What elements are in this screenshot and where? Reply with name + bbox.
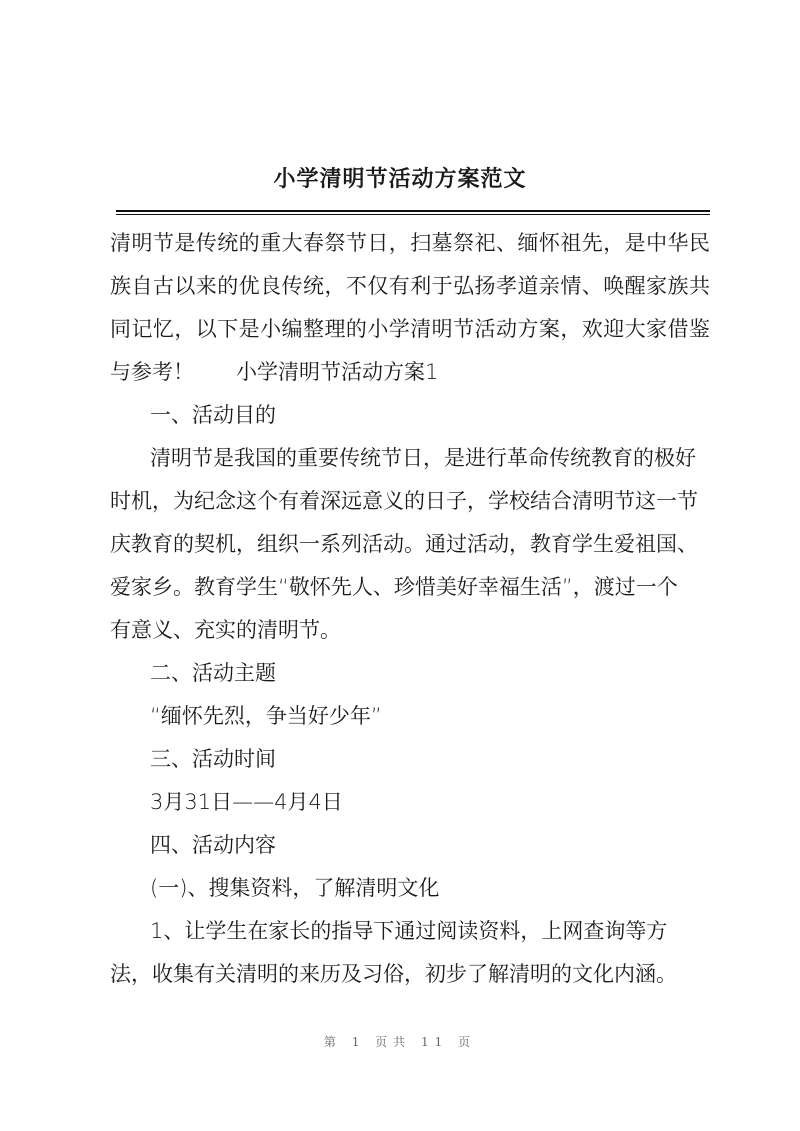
title-rule-thick (116, 210, 710, 212)
intro-line-1: 清明节是传统的重大春祭节日，扫墓祭祀、缅怀祖先，是中华民 (110, 231, 710, 255)
section4-heading: 四、活动内容 (150, 833, 276, 857)
intro-line-4 (110, 351, 710, 394)
section4-item1-line-2: 法，收集有关清明的来历及习俗，初步了解清明的文化内涵。 (110, 962, 677, 986)
section1-line-1: 清明节是我国的重要传统节日，是进行革命传统教育的极好 (150, 446, 696, 470)
section3-time: 3月31日——4月4日 (150, 790, 343, 814)
section1-heading: 一、活动目的 (150, 403, 276, 427)
document-body (110, 222, 710, 996)
section1-line-5: 有意义、充实的清明节。 (110, 618, 341, 642)
section4-subheading-1: (一)、搜集资料，了解清明文化 (150, 876, 440, 900)
intro-line-3: 同记忆，以下是小编整理的小学清明节活动方案，欢迎大家借鉴 (110, 317, 710, 341)
section2-heading: 二、活动主题 (150, 661, 276, 685)
section1-line-4: 爱家乡。教育学生“敬怀先人、珍惜美好幸福生活”，渡过一个 (110, 575, 678, 599)
section3-heading: 三、活动时间 (150, 747, 276, 771)
plan-heading: 小学清明节活动方案1 (236, 360, 439, 384)
title-rule-thin (116, 214, 710, 215)
section2-theme: “缅怀先烈，争当好少年” (150, 704, 382, 728)
section1-line-2: 时机，为纪念这个有着深远意义的日子，学校结合清明节这一节 (110, 489, 698, 513)
section1-line-3: 庆教育的契机，组织一系列活动。通过活动，教育学生爱祖国、 (110, 532, 698, 556)
page-number-footer: 第 1 页共 11 页 (323, 1035, 477, 1049)
section4-item1-line-1: 1、让学生在家长的指导下通过阅读资料，上网查询等方 (150, 919, 668, 943)
intro-last: 与参考！ (110, 360, 194, 384)
intro-line-2: 族自古以来的优良传统，不仅有利于弘扬孝道亲情、唤醒家族共 (110, 274, 710, 298)
document-title: 小学清明节活动方案范文 (273, 166, 527, 192)
